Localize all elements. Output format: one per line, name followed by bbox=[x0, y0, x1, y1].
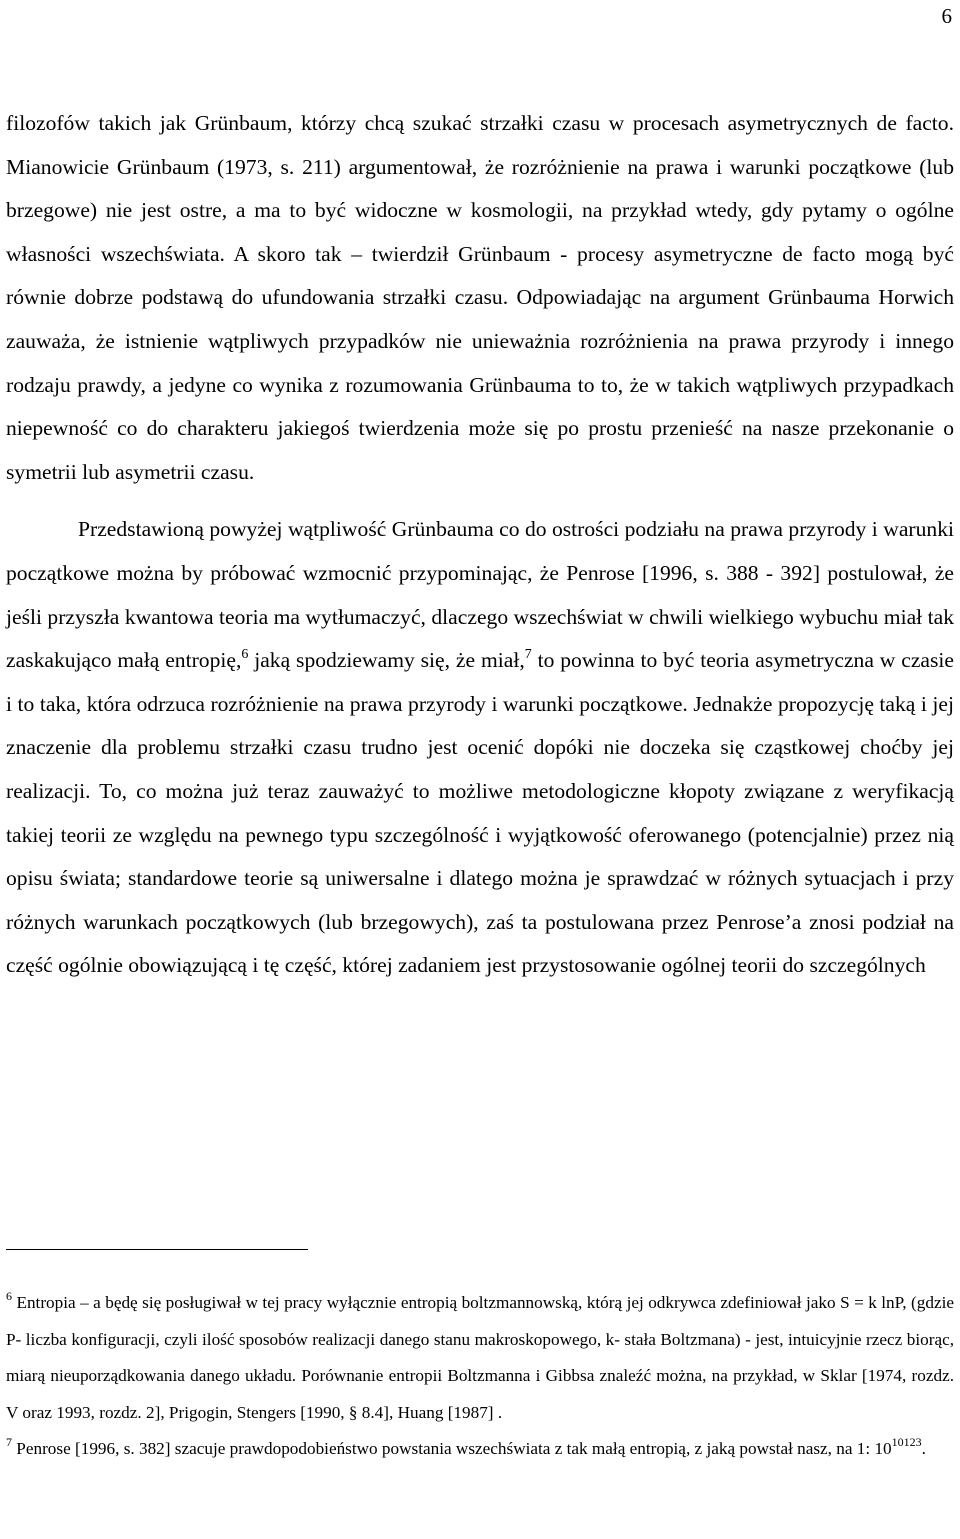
footnotes bbox=[6, 1285, 954, 1468]
footnote-7-end: . bbox=[921, 1439, 926, 1458]
footnote-7 bbox=[6, 1431, 954, 1468]
footnote-7-exponent-1: 10 bbox=[891, 1435, 904, 1449]
footnote-7-text: Penrose [1996, s. 382] szacuje prawdopodobieństwo powstania wszechświata z tak małą entropią, z jaką powstał nasz, na 1: 10 bbox=[12, 1439, 892, 1458]
body-text bbox=[6, 102, 954, 988]
page-number: 6 bbox=[941, 4, 952, 28]
footnote-separator bbox=[6, 1249, 308, 1250]
paragraph-2-part-2: jaką spodziewamy się, że miał, bbox=[248, 648, 525, 673]
footnote-6 bbox=[6, 1285, 954, 1431]
paragraph-2-part-1: Przedstawioną powyżej wątpliwość Grünbauma co do ostrości podziału na prawa przyrody i warunki początkowe można by próbować wzmocnić przypominając, że Penrose [1996, s. 388 - 392] postulował, że jeśli przyszła kwantowa teoria ma wytłumaczyć, dlaczego wszechświat w chwili wielkiego wybuchu miał tak zaskakująco małą entropię, bbox=[6, 517, 954, 673]
paragraph-2-part-3: to powinna to być teoria asymetryczna w czasie i to taka, która odrzuca rozróżnienie na prawa przyrody i warunki początkowe. Jednakże propozycję taką i jej znaczenie dla problemu strzałki czasu trudno jest ocenić dopóki nie doczeka się cząstkowej choćby jej realizacji. To, co można już teraz zauważyć to możliwe metodologiczne kłopoty związane z weryfikacją takiej teorii ze względu na pewnego typu szczególność i wyjątkowość oferowanego (potencjalnie) przez nią opisu świata; standardowe teorie są uniwersalne i dlatego można je sprawdzać w różnych sytuacjach i przy różnych warunkach początkowych (lub brzegowych), zaś ta postulowana przez Penrose’a znosi podział na część ogólnie obowiązującą i tę część, której zadaniem jest przystosowanie ogólnej teorii do szczególnych bbox=[6, 648, 954, 978]
footnote-7-exponent-2: 123 bbox=[903, 1435, 922, 1449]
paragraph-1: filozofów takich jak Grünbaum, którzy chcą szukać strzałki czasu w procesach asymetrycznych de facto. Mianowicie Grünbaum (1973, s. 211) argumentował, że rozróżnienie na prawa i warunki początkowe (lub brzegowe) nie jest ostre, a ma to być widoczne w kosmologii, na przykład wtedy, gdy pytamy o ogólne własności wszechświata. A skoro tak – twierdził Grünbaum - procesy asymetryczne de facto mogą być równie dobrze podstawą do ufundowania strzałki czasu. Odpowiadając na argument Grünbauma Horwich zauważa, że istnienie wątpliwych przypadków nie unieważnia rozróżnienia na prawa przyrody i innego rodzaju prawdy, a jedyne co wynika z rozumowania Grünbauma to to, że w takich wątpliwych przypadkach niepewność co do charakteru jakiegoś twierdzenia może się po prostu przenieść na nasze przekonanie o symetrii lub asymetrii czasu. bbox=[6, 111, 954, 484]
footnote-ref-6: 6 bbox=[241, 647, 249, 663]
footnote-7-marker: 7 bbox=[6, 1435, 12, 1449]
footnote-6-marker: 6 bbox=[6, 1289, 12, 1303]
paragraph-2 bbox=[6, 508, 954, 988]
footnote-ref-7: 7 bbox=[524, 647, 532, 663]
footnote-6-text: Entropia – a będę się posługiwał w tej pracy wyłącznie entropią boltzmannowską, którą jej odkrywca zdefiniował jako S = k lnP, (gdzie P- liczba konfiguracji, czyli ilość sposobów realizacji danego stanu makroskopowego, k- stała Boltzmana) - jest, intuicyjnie rzecz biorąc, miarą nieuporządkowania danego układu. Porównanie entropii Boltzmanna i Gibbsa znaleźć można, na przykład, w Sklar [1974, rozdz. V oraz 1993, rozdz. 2], Prigogin, Stengers [1990, § 8.4], Huang [1987] . bbox=[6, 1293, 954, 1422]
